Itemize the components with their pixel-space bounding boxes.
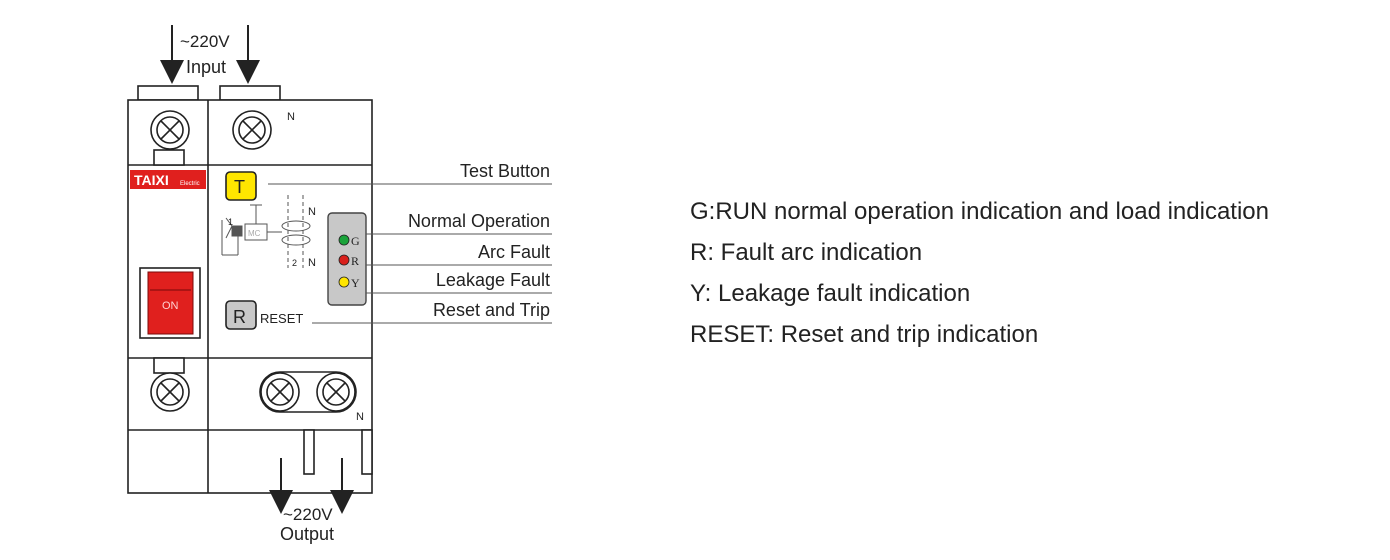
bottom-lead-right: [362, 430, 372, 474]
brand-logo: TAIXI: [134, 172, 169, 188]
input-voltage-label: ~220V: [180, 32, 230, 51]
terminal-screw-icon: [233, 111, 271, 149]
reset-button-key: R: [233, 307, 246, 327]
bottom-lead-left: [304, 430, 314, 474]
input-arrow-right: [236, 25, 260, 84]
input-label: Input: [186, 57, 227, 77]
callout-test-button: Test Button: [459, 161, 550, 181]
led-green-icon: [339, 235, 349, 245]
callout-reset-trip: Reset and Trip: [432, 300, 550, 320]
test-button-key: T: [234, 177, 245, 197]
top-terminal-cap-left: [138, 86, 198, 100]
neutral-bottom-label: N: [356, 411, 364, 423]
description-green: G:RUN normal operation indication and load indication: [690, 198, 1269, 225]
output-voltage-label: ~220V: [283, 505, 333, 524]
bottom-latch: [154, 358, 184, 373]
description-red: R: Fault arc indication: [690, 239, 923, 266]
on-toggle-label: ON: [162, 300, 179, 312]
terminal-screw-icon: [261, 373, 299, 411]
circuit-neutral-label: N: [308, 206, 316, 218]
led-label-y: Y: [351, 276, 360, 290]
terminal-screw-icon: [317, 373, 355, 411]
top-terminal-cap-right: [220, 86, 280, 100]
terminal-screw-icon: [151, 373, 189, 411]
callout-arc-fault: Arc Fault: [477, 242, 550, 262]
output-label: Output: [280, 524, 335, 544]
circuit-neutral-lower-label: N: [308, 257, 316, 269]
description-yellow: Y: Leakage fault indication: [690, 280, 971, 307]
reset-label: RESET: [260, 311, 304, 326]
callout-normal-operation: Normal Operation: [407, 211, 550, 231]
callout-leakage-fault: Leakage Fault: [435, 270, 550, 290]
circuit-pin-2: 2: [292, 258, 298, 268]
neutral-top-label: N: [287, 111, 295, 123]
brand-logo-sub: Electric: [180, 181, 200, 187]
circuit-mc-label: MC: [248, 229, 261, 238]
led-label-g: G: [351, 234, 360, 248]
led-red-icon: [339, 255, 349, 265]
circuit-pin-1: 1: [228, 217, 234, 227]
top-latch: [154, 150, 184, 165]
led-yellow-icon: [339, 277, 349, 287]
terminal-screw-icon: [151, 111, 189, 149]
led-label-r: R: [351, 254, 360, 268]
description-reset: RESET: Reset and trip indication: [690, 321, 1039, 348]
